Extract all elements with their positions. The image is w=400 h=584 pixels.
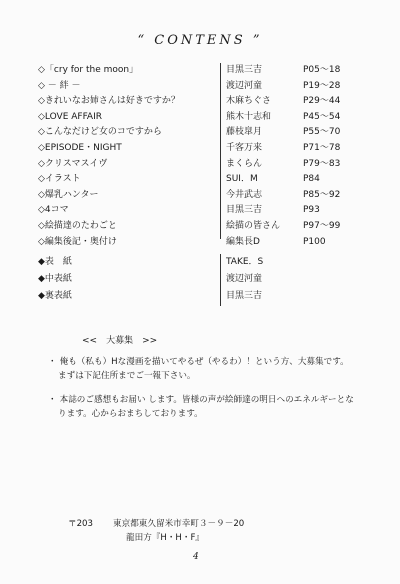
- toc-author: 今井武志: [226, 189, 263, 200]
- cover-row: [38, 254, 378, 271]
- page-title: “ CONTENS ”: [137, 33, 263, 48]
- bullet: ・: [48, 357, 57, 367]
- toc-title: ◇4コマ: [38, 205, 69, 216]
- toc-pages: P29〜44: [303, 96, 341, 107]
- toc-row: [38, 110, 378, 126]
- toc-title: ◇EPISODE・NIGHT: [38, 142, 122, 153]
- toc-author: 絵描の皆さん: [226, 220, 281, 231]
- recruit-note: [48, 355, 378, 383]
- toc-pages: P71〜78: [303, 142, 341, 153]
- cover-title: ◆表 紙: [38, 257, 72, 267]
- toc-author: 編集長D: [226, 236, 260, 247]
- cover-author: TAKE．S: [226, 257, 264, 267]
- toc-title: ◇クリスマスイヴ: [38, 158, 108, 169]
- toc-row: [38, 63, 378, 79]
- toc-pages: P79〜83: [303, 158, 341, 169]
- toc-row: [38, 79, 378, 95]
- feedback-note: [48, 393, 378, 421]
- recruit-note-line: 俺も（私も）Hな漫画を描いてやるぜ（やるわ）！という方、大募集です。: [59, 357, 349, 367]
- toc-pages: P19〜28: [303, 80, 341, 91]
- toc-pages: P55〜70: [303, 127, 341, 138]
- postal-code: 〒203: [68, 519, 93, 529]
- toc-title: ◇こんなだけど女のコですから: [38, 127, 162, 138]
- toc-author: まくらん: [226, 158, 263, 169]
- toc-pages: P45〜54: [303, 111, 341, 122]
- toc-pages: P85〜92: [303, 189, 341, 200]
- bullet: ・: [48, 395, 57, 405]
- mailing-address: [68, 517, 244, 545]
- toc-title: ◇編集後記・奥付け: [38, 236, 117, 247]
- toc-author: 熊木十志和: [226, 111, 272, 122]
- toc-row: [38, 235, 378, 251]
- toc-row: [38, 94, 378, 110]
- page-number: 4: [193, 552, 199, 562]
- toc-title: ◇「cry for the moon」: [38, 65, 139, 75]
- cover-title: ◆裏表紙: [38, 291, 72, 301]
- cover-credits: [38, 254, 378, 305]
- toc-pages: P93: [303, 205, 320, 216]
- toc-pages: P100: [303, 236, 326, 247]
- recruit-notes: [48, 355, 378, 431]
- toc-pages: P84: [303, 174, 320, 185]
- toc-author: 藤枝皐月: [226, 127, 263, 138]
- toc-author: 目黒三吉: [226, 205, 263, 216]
- toc-title: ◇爆乳ハンター: [38, 189, 99, 200]
- feedback-note-line: ります。心からおまちしております。: [58, 409, 203, 419]
- toc-title: ◇絵描達のたわごと: [38, 220, 117, 231]
- toc-author: SUI．M: [226, 174, 258, 185]
- toc-row: [38, 203, 378, 219]
- toc-pages: P97〜99: [303, 220, 341, 231]
- toc-title: ◇ － 絆 －: [38, 80, 81, 91]
- table-of-contents: [38, 63, 378, 250]
- toc-title: ◇きれいなお姉さんは好きですか？: [38, 96, 180, 107]
- toc-row: [38, 125, 378, 141]
- toc-author: 木麻ちぐさ: [226, 96, 272, 107]
- feedback-note-line: 本誌のご感想もお届い します。皆様の声が絵師達の明日へのエネルギーとな: [59, 395, 354, 405]
- toc-row: [38, 141, 378, 157]
- toc-row: [38, 172, 378, 188]
- toc-title: ◇LOVE AFFAIR: [38, 111, 102, 122]
- toc-title: ◇イラスト: [38, 174, 81, 185]
- toc-row: [38, 188, 378, 204]
- street-address: 東京都東久留米市幸町３－９－20: [113, 519, 245, 529]
- cover-title: ◆中表紙: [38, 274, 72, 284]
- toc-row: [38, 157, 378, 173]
- cover-author: 目黒三吉: [226, 291, 263, 301]
- toc-author: 千客万来: [226, 142, 263, 153]
- toc-row: [38, 219, 378, 235]
- toc-pages: P05〜18: [303, 65, 341, 75]
- recruit-note-line: まずは下記住所までご一報下さい。: [58, 371, 196, 381]
- cover-row: [38, 271, 378, 288]
- toc-author: 渡辺河童: [226, 80, 263, 91]
- toc-author: 目黒三吉: [226, 65, 263, 75]
- recruit-heading: << 大募集 >>: [82, 336, 158, 346]
- cover-author: 渡辺河童: [226, 274, 263, 284]
- recipient-name: 龍田方『H・H・F』: [126, 533, 205, 543]
- cover-row: [38, 288, 378, 305]
